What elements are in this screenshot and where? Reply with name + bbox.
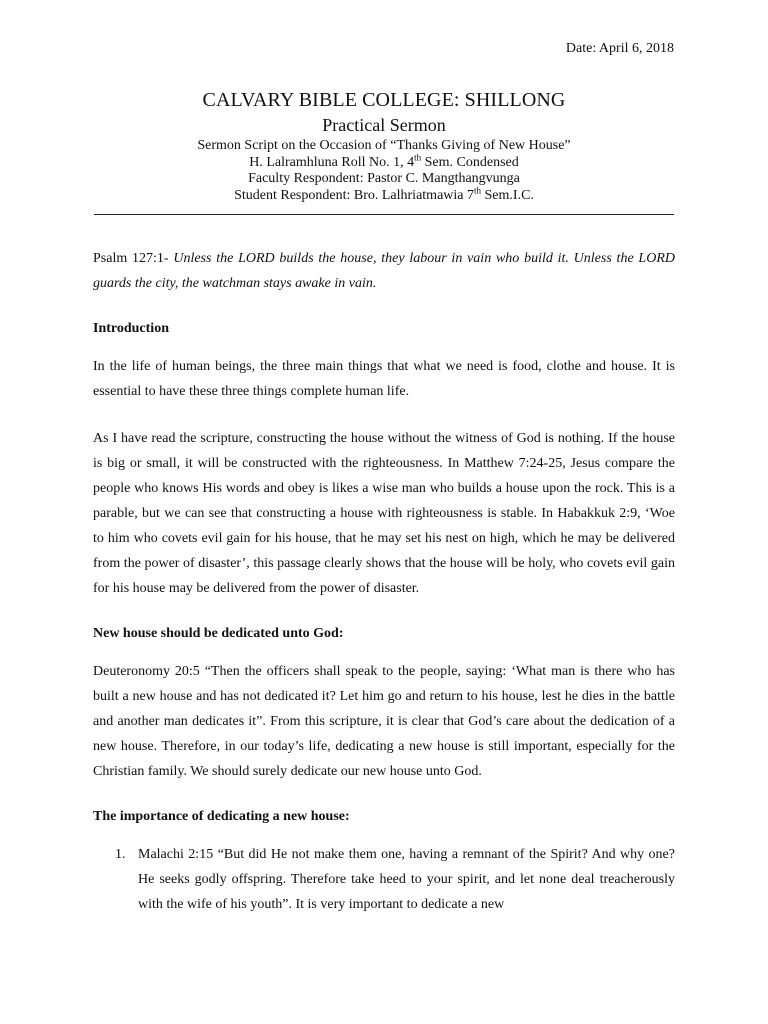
sermon-occasion-line: Sermon Script on the Occasion of “Thanks Giving of New House”: [197, 138, 571, 153]
document-body: [93, 246, 675, 917]
scripture-quote: [93, 246, 675, 296]
scripture-text: Unless the LORD builds the house, they labour in vain who build it. Unless the LORD guards the city, the watchman stays awake in vain.: [93, 251, 675, 291]
faculty-respondent-line: Faculty Respondent: Pastor C. Mangthangvunga: [248, 171, 520, 186]
list-item-text: Malachi 2:15 “But did He not make them one, having a remnant of the Spirit? And why one? He seeks godly offspring. Therefore take heed to your spirit, and let none deal treacherously with the wife of his youth”. It is very important to dedicate a new: [138, 847, 675, 912]
college-title: CALVARY BIBLE COLLEGE: SHILLONG: [202, 89, 566, 111]
dedication-paragraph: Deuteronomy 20:5 “Then the officers shall speak to the people, saying: ‘What man is there who has built a new house and has not dedicated it? Let him go and return to his house, lest he dies in the battle and another man dedicates it”. From this scripture, it is clear that God’s care about the dedication of a new house. Therefore, in our today’s life, dedicating a new house is still important, especially for the Christian family. We should surely dedicate our new house unto God.: [93, 664, 675, 779]
document-subtitle: Practical Sermon: [322, 115, 446, 135]
importance-list: [93, 842, 675, 917]
introduction-paragraph-2: As I have read the scripture, constructing the house without the witness of God is nothing. If the house is big or small, it will be constructed with the righteousness. In Matthew 7:24-25, Jesus compare the people who knows His words and obey is likes a wise man who builds a house upon the rock. This is a parable, but we can see that constructing a house with righteousness is stable. In Habakkuk 2:9, ‘Woe to him who covets evil gain for his house, that he may set his nest on high, which he may be delivered from the power of disaster’, this passage clearly shows that the house will be holy, who covets evil gain for his house may be delivered from the power of disaster.: [93, 431, 675, 596]
document-date: Date: April 6, 2018: [565, 41, 674, 56]
list-item-number: 1.: [115, 847, 126, 862]
header-divider: [94, 214, 674, 215]
dedication-heading: New house should be dedicated unto God:: [93, 626, 344, 641]
scripture-reference: Psalm 127:1-: [93, 251, 174, 266]
introduction-heading: Introduction: [93, 321, 169, 336]
list-item: [93, 842, 675, 917]
sermon-meta: [0, 138, 768, 204]
author-line: H. Lalramhluna Roll No. 1, 4th Sem. Condensed: [249, 151, 519, 170]
student-respondent-line: Student Respondent: Bro. Lalhriatmawia 7th Sem.I.C.: [234, 184, 534, 203]
document-header: [0, 88, 768, 204]
importance-heading: The importance of dedicating a new house:: [93, 809, 350, 824]
introduction-paragraph-1: In the life of human beings, the three main things that what we need is food, clothe and house. It is essential to have these three things complete human life.: [93, 359, 675, 399]
